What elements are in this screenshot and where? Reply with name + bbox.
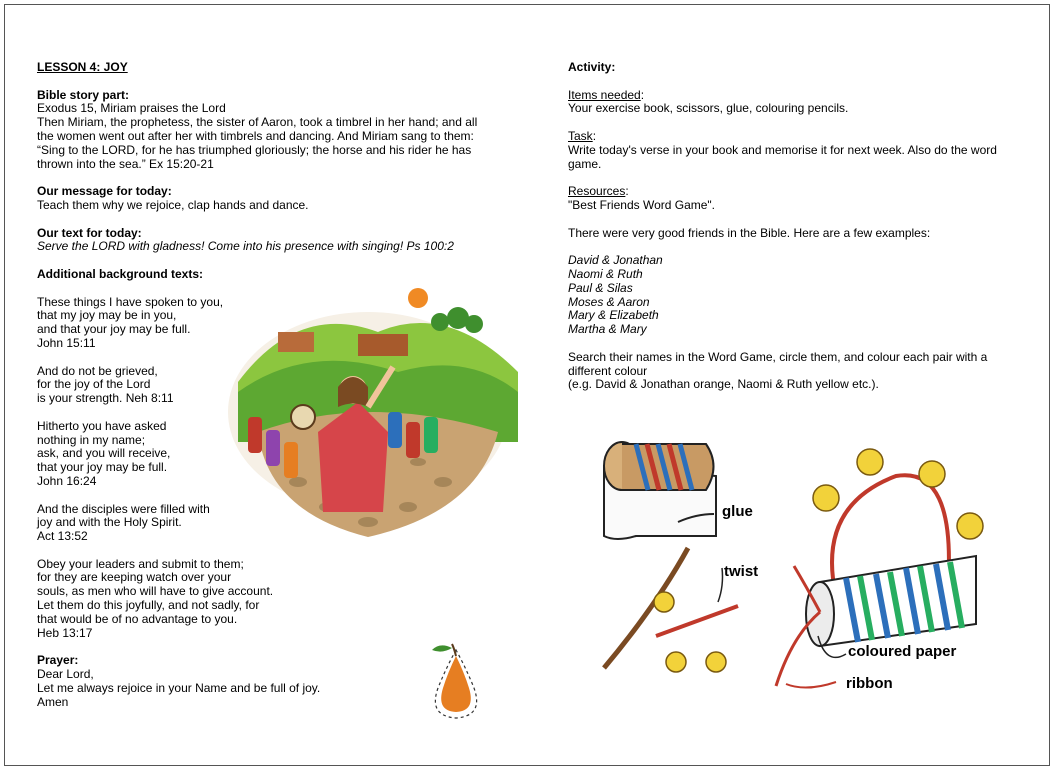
friend-pair: Paul & Silas	[568, 280, 633, 295]
verse-reference: Act 13:52	[37, 529, 88, 544]
bible-story-text: Then Miriam, the prophetess, the sister of Aaron, took a timbrel in her hand; and all the women went out after her with timbrels and dancing. And Miriam sang to them: “Sing to the LORD, for he has triumphed gloriously; the horse and his rider he has thrown into the sea.” Ex 15:20-21	[37, 115, 478, 171]
resources-text: "Best Friends Word Game".	[568, 197, 716, 212]
ribbon-arrow	[786, 682, 836, 688]
twist-label: twist	[724, 563, 759, 580]
items-label: Items needed	[568, 87, 641, 102]
verse-line: And the disciples were filled with	[37, 501, 210, 516]
verse-block-5	[37, 558, 507, 641]
craft-illustration	[596, 436, 1016, 706]
pear-leaf-icon	[432, 645, 452, 651]
resources-label-row: Resources:	[568, 184, 629, 199]
colour-example: (e.g. David & Jonathan orange, Naomi & Ruth yellow etc.).	[568, 377, 879, 392]
friend-pair: Mary & Elizabeth	[568, 308, 659, 323]
task-label: Task	[568, 128, 593, 143]
ribbon-label: ribbon	[846, 675, 893, 692]
message-text: Teach them why we rejoice, clap hands and dance.	[37, 197, 309, 212]
verse-line: for they are keeping watch over your	[37, 570, 232, 585]
verse-line: These things I have spoken to you,	[37, 294, 224, 309]
verse-line: joy and with the Holy Spirit.	[37, 515, 182, 530]
text-today-heading: Our text for today:	[37, 225, 142, 240]
house-icon	[278, 332, 314, 352]
verse-line: Let them do this joyfully, and not sadly, for	[37, 598, 260, 613]
verse-reference: John 15:11	[37, 335, 96, 350]
prayer-line: Dear Lord,	[37, 667, 94, 682]
right-column	[568, 61, 1028, 392]
items-needed-label: Items needed:	[568, 87, 645, 102]
paper-roll-icon	[604, 442, 716, 539]
pear-illustration	[418, 638, 494, 724]
verse-line: souls, as men who will have to give account.	[37, 584, 274, 599]
friend-pair: David & Jonathan	[568, 253, 663, 268]
bible-story-reference: Exodus 15, Miriam praises the Lord	[37, 101, 226, 116]
verse-line: that my joy may be in you,	[37, 308, 177, 323]
verse-line: that your joy may be full.	[37, 460, 168, 475]
friends-intro: There were very good friends in the Bible. Here are a few examples:	[568, 225, 931, 240]
verse-line: Obey your leaders and submit to them;	[37, 556, 244, 571]
bible-story-heading: Bible story part:	[37, 87, 130, 102]
text-today-verse: Serve the LORD with gladness! Come into his presence with singing! Ps 100:2	[37, 239, 454, 254]
house-icon	[358, 334, 408, 356]
prayer-line: Let me always rejoice in your Name and be full of joy.	[37, 680, 321, 695]
verse-line: and that your joy may be full.	[37, 322, 191, 337]
prayer-line: Amen	[37, 694, 69, 709]
prayer-heading: Prayer:	[37, 653, 79, 668]
pear-icon	[441, 656, 471, 712]
friend-pair: Moses & Aaron	[568, 294, 650, 309]
lesson-title: LESSON 4: JOY	[37, 60, 128, 74]
task-label-row: Task:	[568, 128, 597, 143]
search-instructions: Search their names in the Word Game, circle them, and colour each pair with a different colour	[568, 349, 988, 378]
glue-label: glue	[722, 503, 753, 520]
verse-line: is your strength. Neh 8:11	[37, 391, 174, 406]
items-needed-text: Your exercise book, scissors, glue, colouring pencils.	[568, 101, 849, 116]
verse-line: nothing in my name;	[37, 432, 146, 447]
friend-pair: Martha & Mary	[568, 322, 647, 337]
sun-icon	[408, 288, 428, 308]
verse-reference: John 16:24	[37, 473, 97, 488]
verse-reference: Heb 13:17	[37, 625, 93, 640]
coloured-paper-label: coloured paper	[848, 643, 957, 660]
task-text: Write today's verse in your book and memorise it for next week. Also do the word game.	[568, 142, 997, 171]
twist-stick	[604, 548, 688, 668]
verse-line: ask, and you will receive,	[37, 446, 171, 461]
twist-arrow	[718, 568, 723, 602]
verse-line: And do not be grieved,	[37, 363, 158, 378]
verse-line: for the joy of the Lord	[37, 377, 151, 392]
trees-icon	[431, 307, 483, 333]
activity-heading: Activity:	[568, 60, 616, 74]
verse-line: that would be of no advantage to you.	[37, 611, 238, 626]
message-heading: Our message for today:	[37, 184, 172, 199]
additional-heading: Additional background texts:	[37, 266, 204, 281]
verse-line: Hitherto you have asked	[37, 418, 167, 433]
resources-label: Resources	[568, 184, 626, 199]
miriam-illustration	[218, 282, 530, 544]
timbrel-icon	[291, 405, 315, 429]
friend-pair: Naomi & Ruth	[568, 266, 643, 281]
